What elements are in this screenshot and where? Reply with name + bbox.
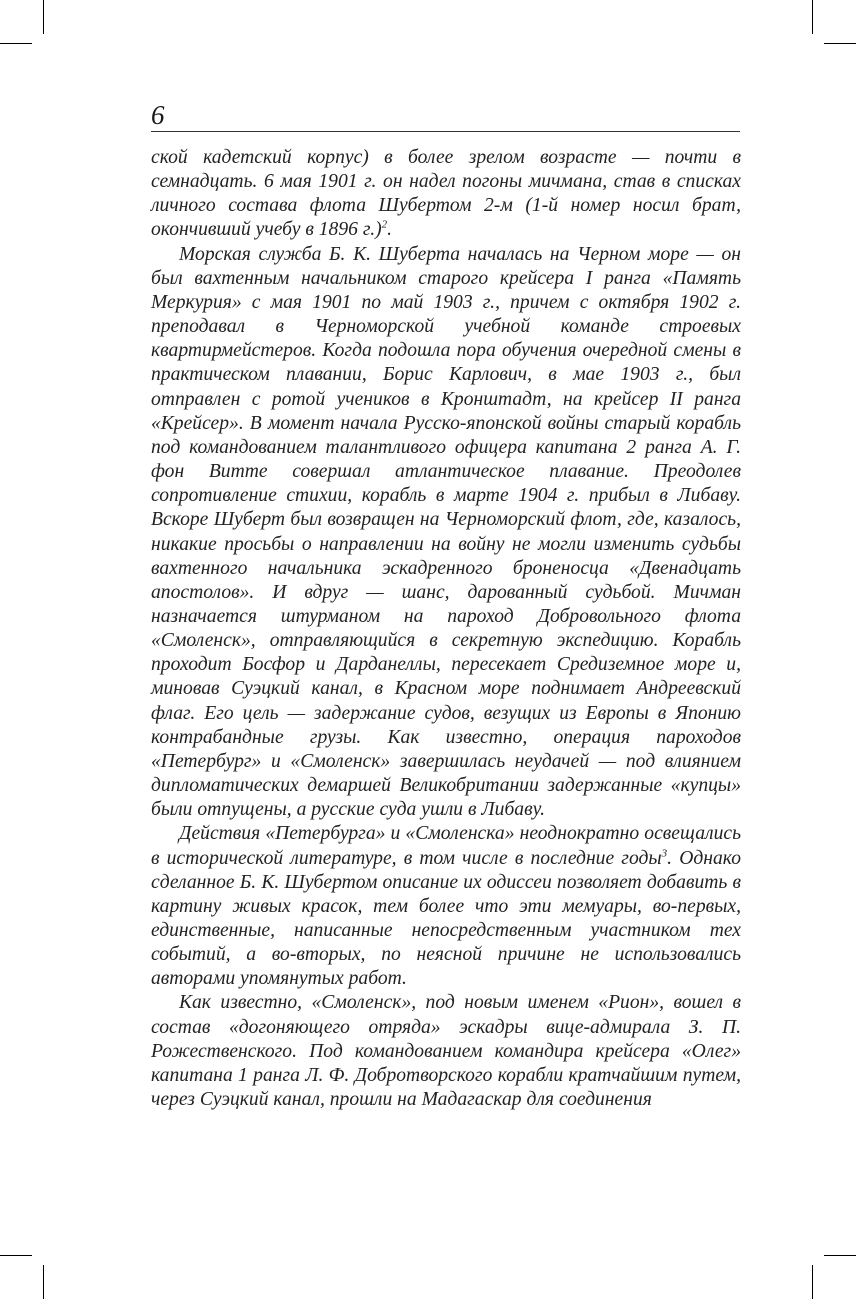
crop-mark-top-right-v [812,0,813,34]
footnote-ref-3: 3 [661,847,668,859]
crop-mark-top-left-h [0,43,32,44]
paragraph-3-end: . Однако сделанное Б. К. Шубертом описание их одиссеи позволяет добавить в картину живых красок, тем более что эти мемуары, во-первых, единственные, написанные непосредственным участником тех событий, а во-вторых, по неясной причине не использовались авторами упомянутых работ. [151,847,741,990]
paragraph-1 [151,146,741,243]
crop-mark-bottom-left-h [0,1255,32,1256]
paragraph-4 [151,991,741,1112]
footnote-ref-2: 2 [381,218,388,231]
paragraph-4-text: Как известно, «Смоленск», под новым именем «Рион», вошел в состав «догоняющего отряда» эскадры вице-адмирала З. П. Рожественского. Под командованием командира крейсера «Олег» капитана 1 ранга Л. Ф. Добротворского корабли кратчайшим путем, через Суэцкий канал, прошли на Мадагаскар для соединения [151,992,741,1111]
crop-mark-top-right-h [824,43,856,44]
paragraph-3-text: Действия «Петербурга» и «Смоленска» неоднократно освещались в исторической литературе, в том числе в последние годы [151,823,741,869]
crop-mark-bottom-left-v [43,1265,44,1299]
page-number: 6 [151,100,165,130]
paragraph-1-end: . [387,219,393,241]
crop-mark-top-left-v [43,0,44,34]
header-rule [151,131,740,132]
paragraph-3 [151,822,741,991]
body-text [151,146,741,1112]
crop-mark-bottom-right-v [812,1265,813,1299]
paragraph-2-text: Морская служба Б. К. Шуберта началась на Черном море — он был вахтенным начальником старого крейсера I ранга «Память Меркурия» с мая 1901 по май 1903 г., причем с октября 1902 г. преподавал в Черноморской учебной команде строевых квартирмейстеров. Когда подошла пора обучения очередной смены в практическом плавании, Борис Карлович, в мае 1903 г., был отправлен с ротой учеников в Кронштадт, на крейсер II ранга «Крейсер». В момент начала Русско-японской войны старый корабль под командованием талантливого офицера капитана 2 ранга А. Г. фон Витте совершал атлантическое плавание. Преодолев сопротивление стихии, корабль в марте 1904 г. прибыл в Либаву. Вскоре Шуберт был возвращен на Черноморский флот, где, казалось, никакие просьбы о направлении на войну не могли изменить судьбы вахтенного начальника эскадренного броненосца «Двенадцать апостолов». И вдруг — шанс, дарованный судьбой. Мичман назначается штурманом на пароход Добровольного флота «Смоленск», отправляющийся в секретную экспедицию. Корабль проходит Босфор и Дарданеллы, пересекает Средиземное море и, миновав Суэцкий канал, в Красном море поднимает Андреевский флаг. Его цель — задержание судов, везущих из Европы в Японию контрабандные грузы. Как известно, операция пароходов «Петербург» и «Смоленск» завершилась неудачей — под влиянием дипломатических демаршей Великобритании задержанные «купцы» были отпущены, а русские суда ушли в Либаву. [151,243,741,821]
paragraph-2 [151,243,741,823]
crop-mark-bottom-right-h [824,1255,856,1256]
paragraph-1-text: ской кадетский корпус) в более зрелом возрасте — почти в семнадцать. 6 мая 1901 г. он надел погоны мичмана, став в списках личного состава флота Шубертом 2-м (1-й номер носил брат, окончивший учебу в 1896 г.) [151,147,741,241]
